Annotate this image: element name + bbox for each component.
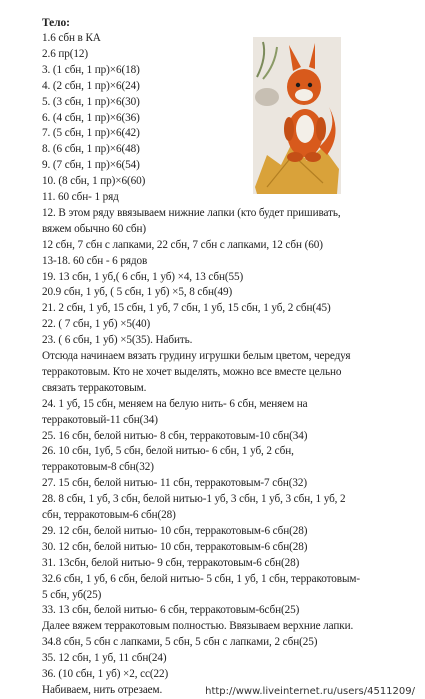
instruction-line: терракотовым. Кто не хочет выделять, можно все вместе цельно [42, 365, 342, 378]
instruction-line: 8. (6 сбн, 1 пр)×6(48) [42, 143, 140, 156]
instruction-line: 27. 15 сбн, белой нитью- 11 сбн, терракотовым-7 сбн(32) [42, 477, 307, 490]
instruction-line: 21. 2 сбн, 1 уб, 15 сбн, 1 уб, 7 сбн, 1 уб, 15 сбн, 1 уб, 2 сбн(45) [42, 302, 331, 315]
instruction-line: 33. 13 сбн, белой нитью- 6 сбн, терракотовым-6сбн(25) [42, 604, 300, 617]
instruction-line: Отсюда начинаем вязать грудину игрушки белым цветом, чередуя [42, 350, 351, 362]
instruction-line: 10. (8 сбн, 1 пр)×6(60) [42, 175, 146, 188]
instruction-line: сбн, терракотовым-6 сбн(28) [42, 509, 176, 521]
instruction-line: 32.6 сбн, 1 уб, 6 сбн, белой нитью- 5 сбн, 1 уб, 1 сбн, терракотовым- [42, 572, 360, 585]
instruction-line: 19. 13 сбн, 1 уб,( 6 сбн, 1 уб) ×4, 13 сбн(55) [42, 270, 244, 283]
instruction-line: вяжем обычно 60 сбн) [42, 222, 147, 235]
instruction-line: 5 сбн, уб(25) [42, 588, 102, 601]
instruction-line: 1.6 сбн в КА [42, 32, 101, 44]
instruction-line: 20.9 сбн, 1 уб, ( 5 сбн, 1 уб) ×5, 8 сбн(49) [42, 286, 233, 299]
instruction-line: 12. В этом ряду ввязываем нижние лапки (кто будет пришивать, [42, 206, 341, 219]
instruction-line: 3. (1 сбн, 1 пр)×6(18) [42, 63, 140, 76]
instruction-line: связать терракотовым. [42, 381, 147, 394]
instruction-line: 26. 10 сбн, 1уб, 5 сбн, белой нитью- 6 сбн, 1 уб, 2 сбн, [42, 445, 294, 458]
instruction-line: 36. (10 сбн, 1 уб) ×2, сс(22) [42, 668, 169, 680]
instruction-line: 12 сбн, 7 сбн с лапками, 22 сбн, 7 сбн с лапками, 12 сбн (60) [42, 238, 323, 251]
instruction-line: 5. (3 сбн, 1 пр)×6(30) [42, 95, 140, 108]
instruction-line: 30. 12 сбн, белой нитью- 10 сбн, терракотовым-6 сбн(28) [42, 540, 308, 553]
instruction-line: 13-18. 60 сбн - 6 рядов [42, 254, 148, 267]
instruction-line: 31. 13сбн, белой нитью- 9 сбн, терракотовым-6 сбн(28) [42, 556, 300, 569]
instruction-line: 11. 60 сбн- 1 ряд [42, 191, 119, 203]
instruction-line: 9. (7 сбн, 1 пр)×6(54) [42, 159, 140, 172]
section-title: Тело: [42, 17, 70, 29]
instruction-line: 2.6 пр(12) [42, 47, 89, 60]
instruction-line: терракотовым-8 сбн(32) [42, 461, 154, 474]
instruction-line: 7. (5 сбн, 1 пр)×6(42) [42, 127, 140, 140]
instruction-line: 35. 12 сбн, 1 уб, 11 сбн(24) [42, 652, 167, 665]
instruction-line: Далее вяжем терракотовым полностью. Ввязываем верхние лапки. [42, 620, 354, 633]
instruction-line: 25. 16 сбн, белой нитью- 8 сбн, терракотовым-10 сбн(34) [42, 429, 308, 442]
instruction-line: 4. (2 сбн, 1 пр)×6(24) [42, 79, 140, 92]
instruction-line: 6. (4 сбн, 1 пр)×6(36) [42, 111, 140, 124]
instruction-line: 23. ( 6 сбн, 1 уб) ×5(35). Набить. [42, 334, 193, 347]
squirrel-toy-photo [253, 37, 341, 194]
instruction-line: Набиваем, нить отрезаем. [42, 683, 163, 696]
instruction-line: 29. 12 сбн, белой нитью- 10 сбн, терракотовым-6 сбн(28) [42, 524, 308, 537]
instruction-line: 28. 8 сбн, 1 уб, 3 сбн, белой нитью-1 уб, 3 сбн, 1 уб, 3 сбн, 1 уб, 2 [42, 493, 346, 506]
source-watermark: http://www.liveinternet.ru/users/4511209/ [205, 686, 415, 697]
instruction-line: терракотовый-11 сбн(34) [42, 413, 158, 426]
instruction-line: 34.8 сбн, 5 сбн с лапками, 5 сбн, 5 сбн с лапками, 2 сбн(25) [42, 636, 318, 649]
instruction-line: 24. 1 уб, 15 сбн, меняем на белую нить- 6 сбн, меняем на [42, 397, 308, 410]
instruction-line: 22. ( 7 сбн, 1 уб) ×5(40) [42, 318, 151, 331]
